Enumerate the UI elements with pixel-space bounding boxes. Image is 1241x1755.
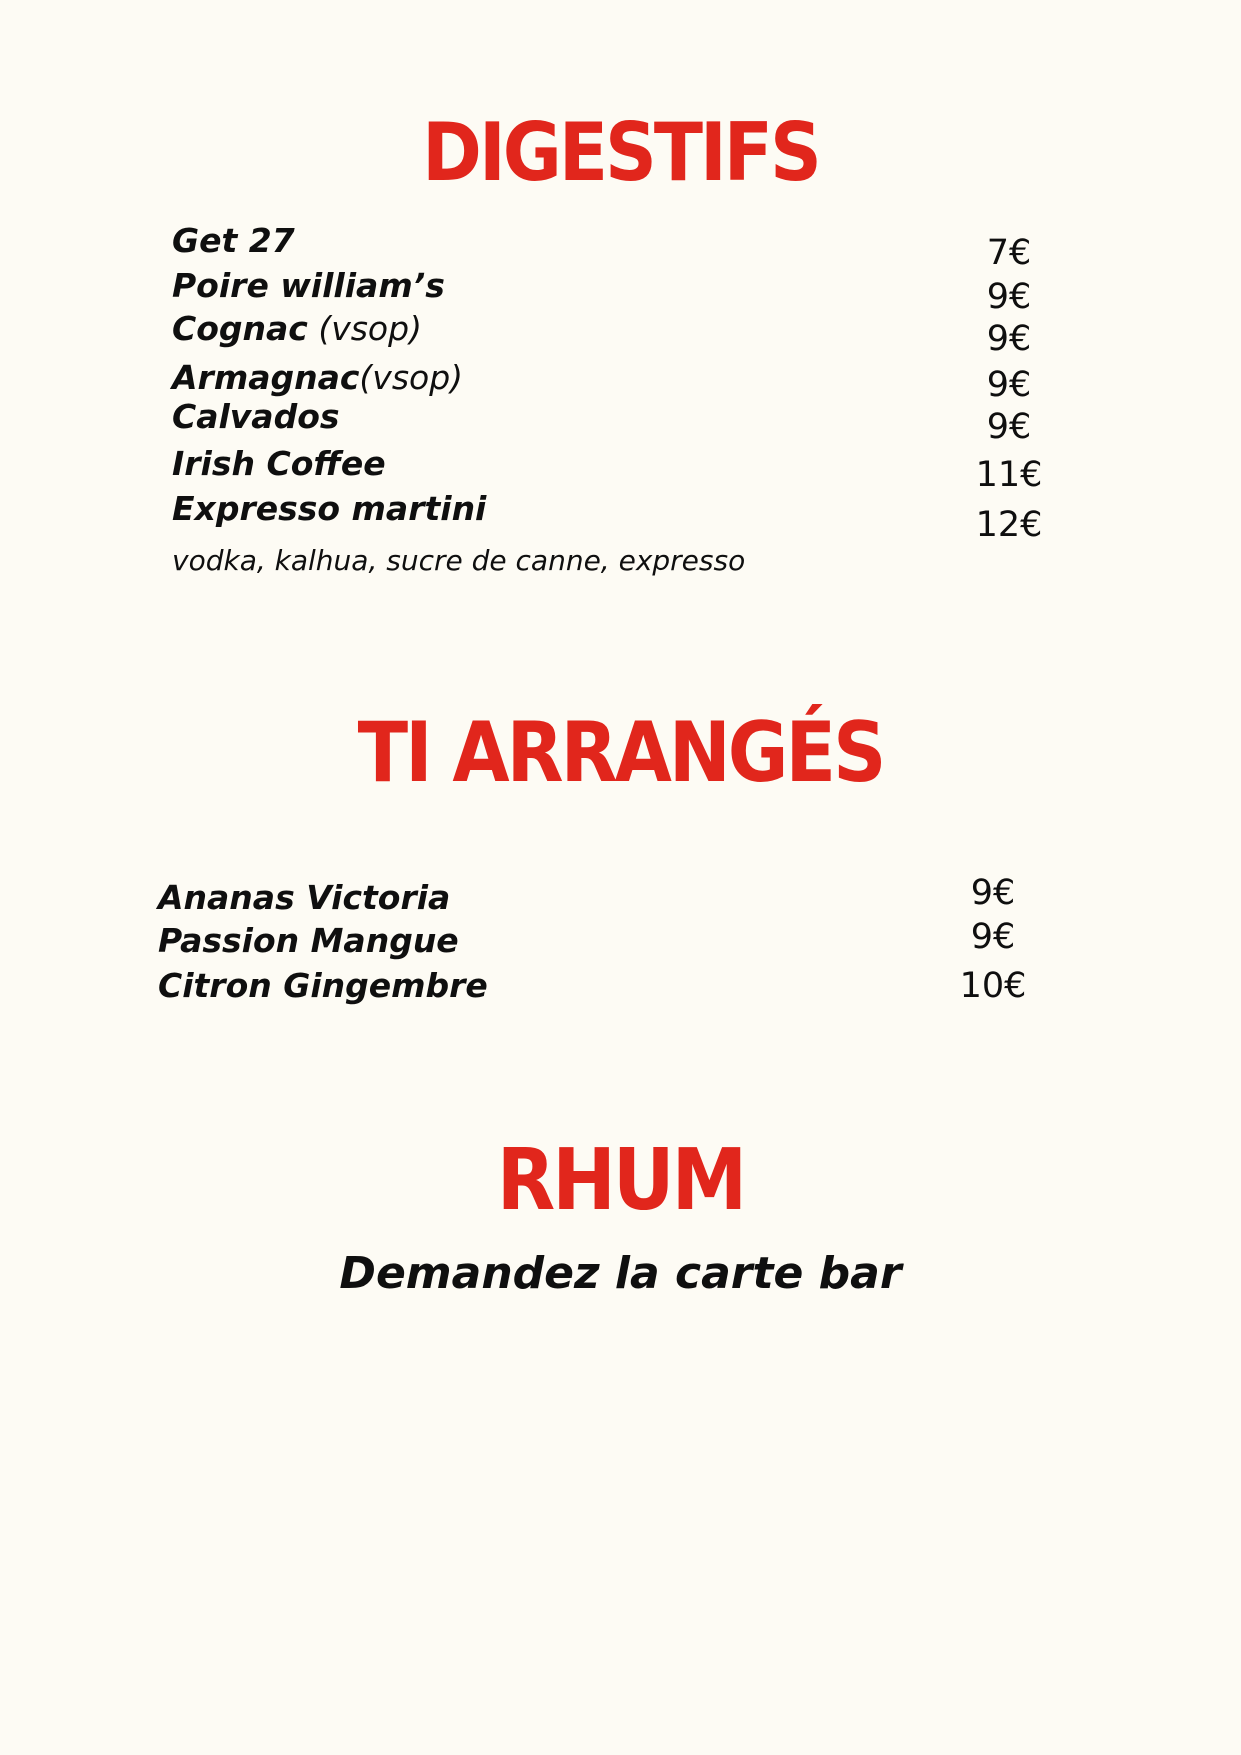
menu-item-name <box>172 358 463 398</box>
item-price: 10€ <box>959 966 1027 1006</box>
item-label: Calvados <box>172 397 340 436</box>
item-note: (vsop) <box>307 309 422 348</box>
menu-item-name <box>172 266 445 306</box>
item-label: Passion Mangue <box>158 921 459 960</box>
item-label: Poire william’s <box>172 266 445 305</box>
menu-item-name <box>158 878 450 918</box>
menu-item-name <box>172 221 295 261</box>
item-price: 9€ <box>986 365 1032 405</box>
item-price: 7€ <box>986 233 1032 273</box>
item-label: Get 27 <box>172 221 295 260</box>
menu-item-name <box>158 921 459 961</box>
item-label: Irish Coffee <box>172 444 386 483</box>
menu-item-name <box>172 444 386 484</box>
item-label: Citron Gingembre <box>158 966 488 1005</box>
item-price: 9€ <box>986 277 1032 317</box>
menu-item-name <box>172 309 422 349</box>
item-price: 9€ <box>970 917 1016 957</box>
rhum-note: Demandez la carte bar <box>339 1248 902 1299</box>
section-title-digestifs: DIGESTIFS <box>422 104 819 200</box>
menu-item-name <box>172 397 340 437</box>
item-description: vodka, kalhua, sucre de canne, expresso <box>172 544 746 577</box>
section-title-ti-arranges: TI ARRANGÉS <box>357 704 884 802</box>
item-price: 9€ <box>986 407 1032 447</box>
item-label: Ananas Victoria <box>158 878 451 917</box>
item-label: Cognac <box>172 309 308 348</box>
item-note: (vsop) <box>359 358 464 397</box>
item-label: Armagnac <box>172 358 360 397</box>
item-price: 9€ <box>970 873 1016 913</box>
item-price: 12€ <box>975 505 1043 545</box>
item-label: Expresso martini <box>172 489 487 528</box>
section-title-rhum: RHUM <box>496 1129 745 1230</box>
menu-item-name <box>158 966 488 1006</box>
item-price: 11€ <box>975 455 1043 495</box>
menu-item-name <box>172 489 486 529</box>
item-price: 9€ <box>986 319 1032 359</box>
